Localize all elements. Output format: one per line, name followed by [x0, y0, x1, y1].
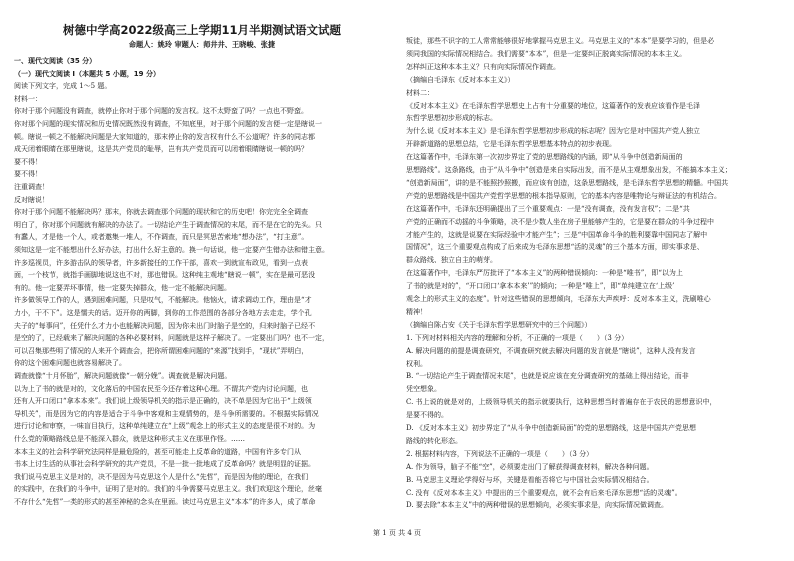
right-line: 群众路线、独立自主的萌芽。: [406, 256, 497, 265]
left-line: 一、现代文阅读（35 分）: [14, 57, 97, 65]
left-line: 阅读下列文字，完成 1～5 题。: [14, 82, 112, 91]
left-line: 的实践中，在我们的斗争中，证明了是对的。我们的斗争需要马克思主义。我们欢迎这个理论，丝毫: [14, 485, 322, 494]
right-line: 在这篇著作中，毛泽东第一次初步界定了党的思想路线的内涵，即“从斗争中创造新局面的: [406, 153, 683, 162]
right-line: 凭空想象。: [406, 385, 441, 394]
right-line: B. “一切结论产生于调查情况末尾”，也就是说应该在充分调查研究的基础上得出结论，而非: [406, 372, 689, 381]
left-line: 什么党的策略路线总是不能深入群众，就是这种形式主义在那里作怪。……: [14, 435, 245, 443]
left-line: 是空的了，已经载来了解决问题的各种必要材料，问题就是这样子解决了。一定要出门吗？也不一定，: [14, 334, 329, 343]
left-line: 我们说马克思主义是对的，决不是因为马克思这个人是什么“先哲”，而是因为他的理论，在我们: [14, 472, 309, 481]
left-line: 许多巡视员，许多游击队的领导者，许多新接任的工作干部，喜欢一到就宣布政见，看到一点表: [14, 258, 308, 267]
left-line: 须知这是一定不能想出什么好办法，打出什么好主意的。换一句话说，他一定要产生错办法和错主意。: [14, 246, 329, 254]
left-line: 力小，干不下”。这是懦夫的话。迈开你的两脚，到你的工作范围的各部分各地方去走走，学个孔: [14, 309, 312, 317]
left-line: 你的这个困难问题也就容易解决了。: [14, 359, 126, 368]
right-line: 了书的就是对的”，“开口闭口‘拿本本来’”的倾向；一种是“唯上”，即“单纯建立在‘上级’: [406, 282, 675, 291]
left-line: 注重调查！: [14, 183, 49, 191]
right-line: “创造新局面”，讲的是不能照抄照搬，而应该有创造，这条思想路线，是毛泽东哲学思想的精髓。中国共: [406, 178, 729, 187]
left-line: 许多做领导工作的人，遇到困难问题，只是叹气，不能解决。他恼火，请求调动工作，理由是“才: [14, 296, 312, 305]
left-line: 你对那个问题的现实情况和历史情况既然没有调查，不知底里，对于那个问题的发言便一定是瞎说一: [14, 120, 322, 128]
right-line: C. 书上说的就是对的，上级领导机关的指示就要执行，这种思想当时普遍存在于农民的思想意识中，: [406, 398, 717, 407]
right-line: 路线的转化形态。: [406, 436, 462, 445]
right-line: 是要不得的。: [406, 411, 448, 420]
left-line: 书本上讨生活的从事社会科学研究的共产党员，不是一批一批地成了反革命吗？就是明显的证据。: [14, 460, 315, 469]
left-line: 有的。他一定要弄坏事情，他一定要失掉群众，他一定不能解决问题。: [14, 283, 231, 292]
left-line: 导机关”，而是因为它的内容是适合于斗争中客观和主观情势的，是斗争所需要的。不根据实际情况: [14, 409, 319, 418]
left-line: （一）现代文阅读 I（本题共 5 小题，19 分）: [14, 69, 160, 78]
left-line: 成天闭着眼睛在那里瞎说，这是共产党员的耻辱，岂有共产党员而可以闭着眼睛瞎说一顿的吗？: [14, 145, 308, 154]
left-line: 你对于那个问题没有调查，就停止你对于那个问题的发言权。这不太野蛮了吗？一点也不野蛮。: [14, 107, 308, 116]
right-line: 观念上的形式主义的态度”。针对这些错误的思想倾向，毛泽东大声疾呼：反对本本主义，洗刷唯心: [406, 295, 711, 303]
right-line: 须同我国的实际情况相结合。我们需要“本本”，但是一定要纠正脱离实际情况的本本主义。: [406, 49, 687, 58]
left-line: 调查就像“十月怀胎”，解决问题就像“一朝分娩”。调查就是解决问题。: [14, 372, 232, 380]
right-line: 才能产生的，这就是说要在实际经验中才能产生”；三是“中国革命斗争的胜利要靠中国同志了解中: [406, 230, 708, 239]
right-line: D. 《反对本本主义》初步界定了“从斗争中创造新局面”的党的思想路线，这是中国共产党思想: [406, 424, 696, 432]
left-line: 进行讨论和审察，一味盲目执行，这种单纯建立在“上级”观念上的形式主义的态度是很不对的。为: [14, 422, 316, 431]
left-line: 要不得！: [14, 157, 42, 166]
right-line: A. 解决问题的前提是调查研究，不调查研究就去解决问题的发言就是“瞎说”，这种人没有发言: [406, 346, 696, 355]
right-line: （摘编自陈占安《关于毛泽东哲学思想研究中的三个问题》）: [406, 320, 592, 329]
page-footer: 第 1 页 共 4 页: [372, 529, 422, 537]
right-line: 产党的正确而不动摇的斗争策略，决不是少数人坐在房子里能够产生的，它是要在群众的斗争过程中: [406, 217, 714, 226]
right-line: （摘编自毛泽东《反对本本主义》）: [406, 75, 515, 84]
right-line: 在这篇著作中，毛泽东严厉批评了“本本主义”的两种错误倾向：一种是“唯书”，即“以为上: [406, 269, 683, 278]
right-line: 材料二：: [406, 88, 434, 97]
right-line: A. 作为领导，脑子不能“空”，必须要走出门了解获得调查材料，解决各种问题。: [406, 462, 654, 471]
right-line: D. 要去除“本本主义”中的两种错误的思想倾向，必须实事求是，向实际情况做调查。: [406, 501, 668, 510]
left-line: 不存什么“先哲”一类的形式的甚至神秘的念头在里面。读过马克思主义“本本”的许多人，成了革命: [14, 498, 316, 506]
right-line: 怎样纠正这种本本主义？只有向实际情况作调查。: [406, 62, 560, 71]
right-line: 《反对本本主义》在毛泽东哲学思想史上占有十分重要的地位，这篇著作的发表应该看作是毛泽: [406, 101, 700, 110]
left-line: 可以召集那些明了情况的人来开个调查会，把你所谓困难问题的“来源”找到手，“现状”弄明白，: [14, 346, 309, 355]
right-line: 叛徒，那些不识字的工人常常能够很好地掌握马克思主义。马克思主义的“本本”是要学习的，但是必: [406, 37, 715, 45]
left-line: 有蠢人，才是他一个人，或者邀集一堆人，不作调查，而只是冥思苦索地“想办法”，“打主意”。: [14, 233, 309, 242]
left-line: 顿。瞎说一顿之不能解决问题是大家知道的，那末停止你的发言权有什么不公道呢？许多的同志都: [14, 132, 315, 141]
left-line: 明白了，你对那个问题就有解决的办法了。一切结论产生于调查情况的末尾，而不是在它的先头。只: [14, 220, 322, 229]
left-line: 本本主义的社会科学研究法同样是最危险的，甚至可能走上反革命的道路，中国有许多专门从: [14, 447, 301, 456]
left-line: 材料一：: [14, 94, 42, 103]
exam-title: 树德中学高2022级高三上学期11月半期测试语文试题: [62, 23, 341, 37]
right-line: 在这篇著作中，毛泽东还明确提出了三个重要观点：一是“没有调查，没有发言权”；二是“共: [406, 204, 690, 213]
left-line: 夫子的“每事问”，任凭什么才力小也能解决问题，因为你未出门时脑子是空的，归来时脑子已经不: [14, 321, 316, 330]
right-line: 1. 下列对材料相关内容的理解和分析，不正确的一项是（ ）（3 分）: [406, 333, 629, 342]
right-line: 国情况”，这三个重要观点构成了后来成为毛泽东思想“活的灵魂”的三个基本方面，即实事求是、: [406, 243, 704, 252]
right-line: 精神！: [406, 307, 427, 316]
left-line: 要不得！: [14, 170, 42, 179]
right-line: 开辟新道路的思想总结，它是毛泽东哲学思想基本特点的初步表现。: [406, 140, 616, 149]
left-line: 还有人开口闭口“拿本本来”。我们说上级领导机关的指示是正确的，决不单是因为它出于“上级领: [14, 397, 312, 406]
left-line: 你对于那个问题不能解决吗？那末，你就去调查那个问题的现状和它的历史吧！你完完全全调查: [14, 208, 308, 217]
left-line: 以为上了书的就是对的，文化落后的中国农民至今还存着这种心理。不谓共产党内讨论问题，也: [14, 384, 308, 393]
left-line: 面，一个枝节，就指手画脚地说这也不对，那也错误。这种纯主观地“瞎说一顿”，实在是最可恶没: [14, 271, 316, 280]
right-line: 产党的思想路线是中国共产党哲学思想的根本指导原则，它的基本内容是唯物论与辩证法的有机结合。: [406, 191, 721, 200]
exam-authors: 命题人：姚玲 审题人：师井井、王晓峻、张捷: [128, 40, 276, 49]
right-line: 为什么说《反对本本主义》是毛泽东哲学思想初步形成的标志呢？因为它是对中国共产党人独立: [406, 127, 700, 136]
right-line: C. 没有《反对本本主义》中提出的三个重要观点，就不会有后来毛泽东思想“活的灵魂”。: [406, 488, 682, 497]
right-line: 2. 根据材料内容，下列说法不正确的一项是（ ）（3 分）: [406, 449, 594, 458]
right-line: B. 马克思主义理论学得好与坏，关键是看能否将它与中国社会实际情况相结合。: [406, 475, 654, 484]
right-line: 思想路线”。这条路线，由于“从斗争中”创造是来自实际出发，而不是从主观想象出发，不能搞本本主义；: [406, 166, 732, 174]
left-line: 反对瞎说！: [14, 195, 49, 204]
right-line: 东哲学思想初步形成的标志。: [406, 114, 497, 123]
right-line: 权利。: [406, 359, 427, 368]
